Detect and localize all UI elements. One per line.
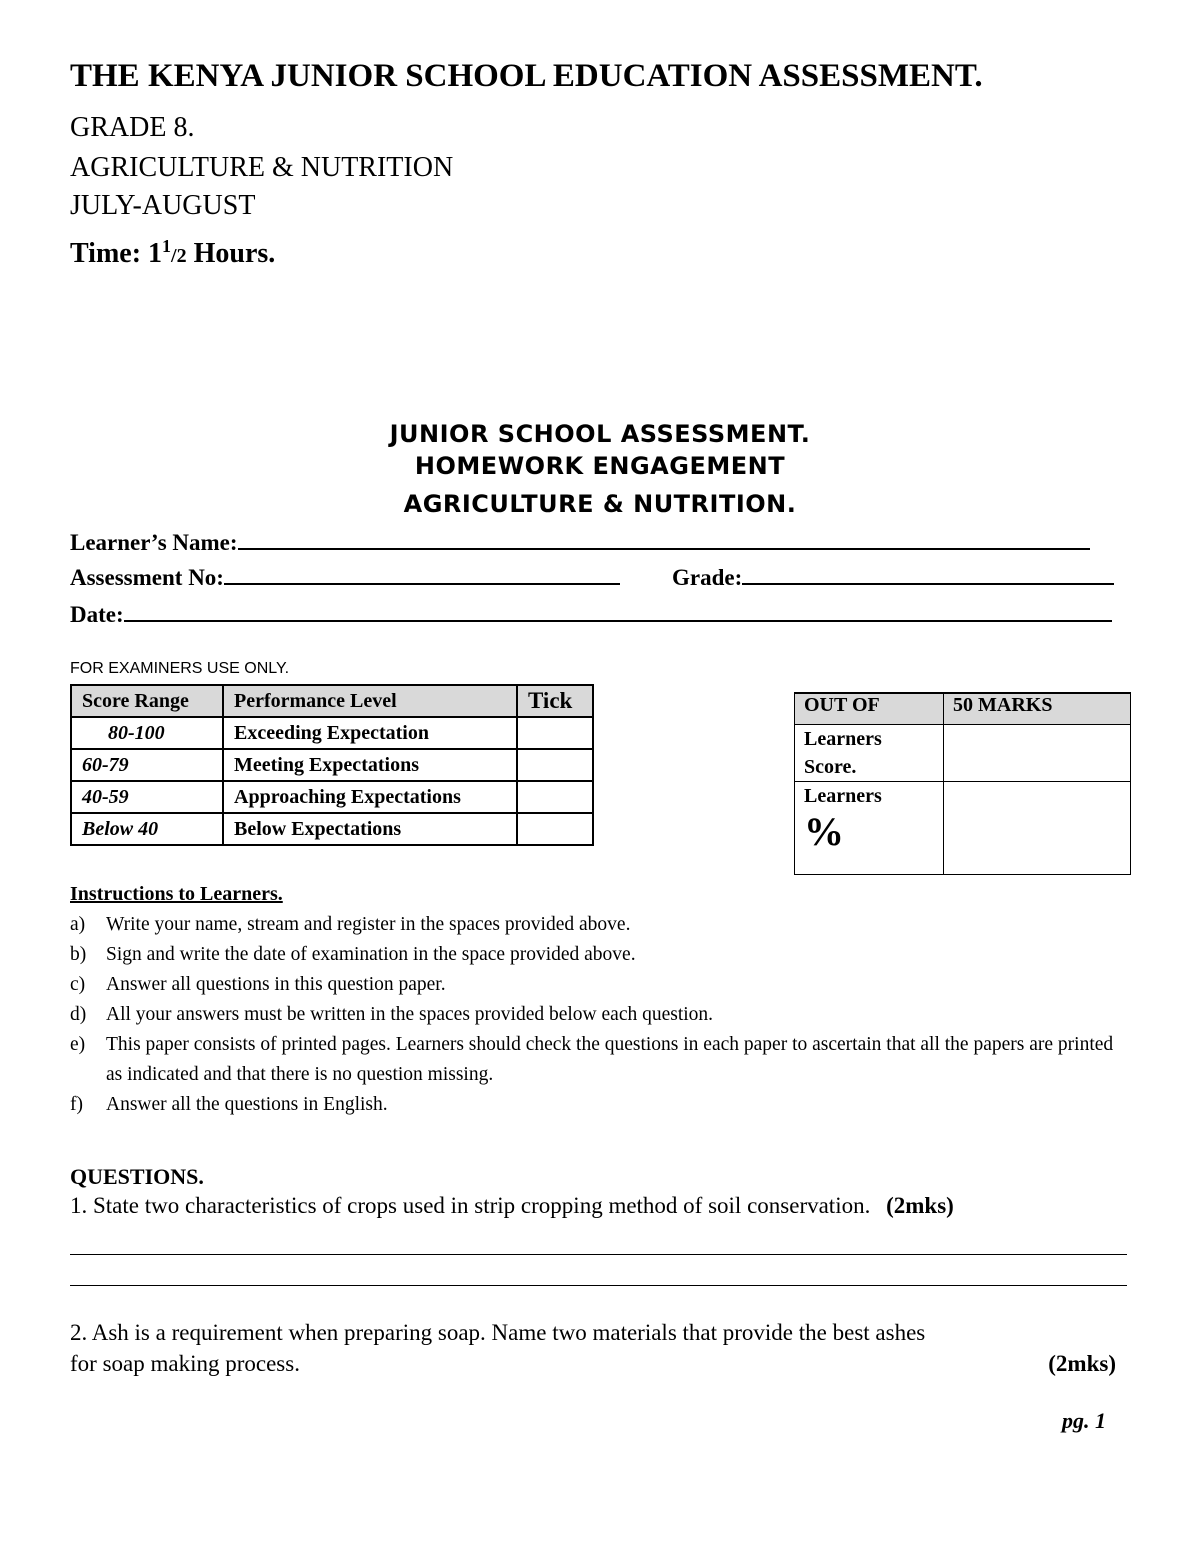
tick-header: Tick: [517, 685, 593, 717]
examiners-note: FOR EXAMINERS USE ONLY.: [70, 660, 290, 677]
learners-score-cell[interactable]: [944, 725, 1131, 782]
instructions-list: [70, 910, 1130, 1120]
grade-line[interactable]: [742, 565, 1114, 585]
list-item: [70, 1090, 1130, 1120]
learners-score-row: [795, 725, 1131, 782]
learners-score-label: [795, 725, 944, 782]
tick-cell[interactable]: [517, 749, 593, 781]
assessment-no-field[interactable]: [70, 565, 620, 591]
out-of-value: 50 MARKS: [944, 693, 1131, 725]
date-field[interactable]: [70, 602, 1112, 628]
list-item: [70, 1000, 1130, 1030]
table-row: [71, 813, 593, 845]
score-range-header: Score Range: [71, 685, 223, 717]
question-2-marks: (2mks): [1048, 1351, 1116, 1376]
performance-level-cell: Below Expectations: [223, 813, 517, 845]
performance-level-cell: Approaching Expectations: [223, 781, 517, 813]
learners-percent-label: [795, 782, 944, 875]
tick-cell[interactable]: [517, 717, 593, 749]
score-range-cell: 40-59: [71, 781, 223, 813]
period-label: JULY-AUGUST: [70, 190, 256, 221]
out-of-label: OUT OF: [795, 693, 944, 725]
table-row: [71, 717, 593, 749]
question-2-line-2: [70, 1351, 1116, 1377]
grade-field-label: Grade:: [672, 565, 743, 590]
instruction-text: Write your name, stream and register in the spaces provided above.: [106, 914, 631, 935]
instruction-text: This paper consists of printed pages. Learners should check the questions in each paper to ascertain that all the papers are printed as indicated and that there is no question missing.: [106, 1034, 1114, 1085]
time-prefix: Time: 1: [70, 238, 163, 269]
question-2-text: for soap making process.: [70, 1351, 300, 1376]
grade-label: GRADE 8.: [70, 112, 195, 143]
table-row: [71, 749, 593, 781]
grade-field[interactable]: [672, 565, 1114, 591]
instruction-label: c): [70, 974, 86, 995]
list-item: [70, 910, 1130, 940]
score-range-cell: 60-79: [71, 749, 223, 781]
learner-name-label: Learner’s Name:: [70, 530, 238, 555]
date-line[interactable]: [124, 602, 1112, 622]
list-item: [70, 940, 1130, 970]
instruction-label: e): [70, 1034, 86, 1055]
time-suffix: Hours.: [186, 238, 276, 269]
time-half: /2: [171, 245, 187, 267]
answer-line[interactable]: [70, 1285, 1127, 1286]
learners-percent-row: [795, 782, 1131, 875]
question-1: [70, 1193, 954, 1219]
instruction-label: a): [70, 914, 86, 935]
question-1-text: 1. State two characteristics of crops used in strip cropping method of soil conservation.: [70, 1193, 871, 1218]
learners-percent-label-text: Learners: [804, 785, 882, 807]
table-row: [71, 781, 593, 813]
percent-symbol: %: [804, 809, 844, 854]
tick-cell[interactable]: [517, 781, 593, 813]
subject-label: AGRICULTURE & NUTRITION: [70, 152, 454, 183]
instruction-text: Answer all questions in this question paper.: [106, 974, 446, 995]
performance-level-cell: Exceeding Expectation: [223, 717, 517, 749]
instruction-text: All your answers must be written in the spaces provided below each question.: [106, 1004, 714, 1025]
learner-name-field[interactable]: [70, 530, 1090, 556]
page-number: pg. 1: [1062, 1408, 1106, 1433]
learner-name-line[interactable]: [238, 530, 1090, 550]
subject-title: AGRICULTURE & NUTRITION.: [403, 490, 797, 518]
score-range-cell: Below 40: [71, 813, 223, 845]
learners-percent-cell[interactable]: [944, 782, 1131, 875]
time-label: [70, 236, 275, 270]
assessment-title: JUNIOR SCHOOL ASSESSMENT.: [389, 420, 811, 448]
instruction-label: b): [70, 944, 87, 965]
assessment-no-line[interactable]: [224, 565, 620, 585]
score-range-cell: 80-100: [71, 717, 223, 749]
marks-table: [794, 692, 1131, 875]
score-range-table: [70, 684, 594, 846]
instruction-label: f): [70, 1094, 83, 1115]
answer-line[interactable]: [70, 1254, 1127, 1255]
tick-cell[interactable]: [517, 813, 593, 845]
list-item: [70, 1030, 1130, 1090]
learners-score-label-2: Score.: [804, 756, 857, 778]
instruction-label: d): [70, 1004, 87, 1025]
instruction-text: Sign and write the date of examination in the space provided above.: [106, 944, 636, 965]
marks-table-header: [795, 693, 1131, 725]
list-item: [70, 970, 1130, 1000]
learners-score-label-1: Learners: [804, 728, 882, 750]
instructions-title: Instructions to Learners.: [70, 883, 283, 905]
time-sup: 1: [162, 236, 172, 256]
performance-level-cell: Meeting Expectations: [223, 749, 517, 781]
homework-title: HOMEWORK ENGAGEMENT: [414, 452, 786, 480]
performance-level-header: Performance Level: [223, 685, 517, 717]
question-2-line-1: 2. Ash is a requirement when preparing soap. Name two materials that provide the best ashes: [70, 1320, 926, 1345]
questions-heading: QUESTIONS.: [70, 1164, 204, 1189]
date-label: Date:: [70, 602, 124, 627]
instruction-text: Answer all the questions in English.: [106, 1094, 388, 1115]
question-1-marks: (2mks): [886, 1193, 954, 1218]
assessment-no-label: Assessment No:: [70, 565, 224, 590]
document-title: THE KENYA JUNIOR SCHOOL EDUCATION ASSESSMENT.: [70, 58, 983, 94]
score-table-header: [71, 685, 593, 717]
